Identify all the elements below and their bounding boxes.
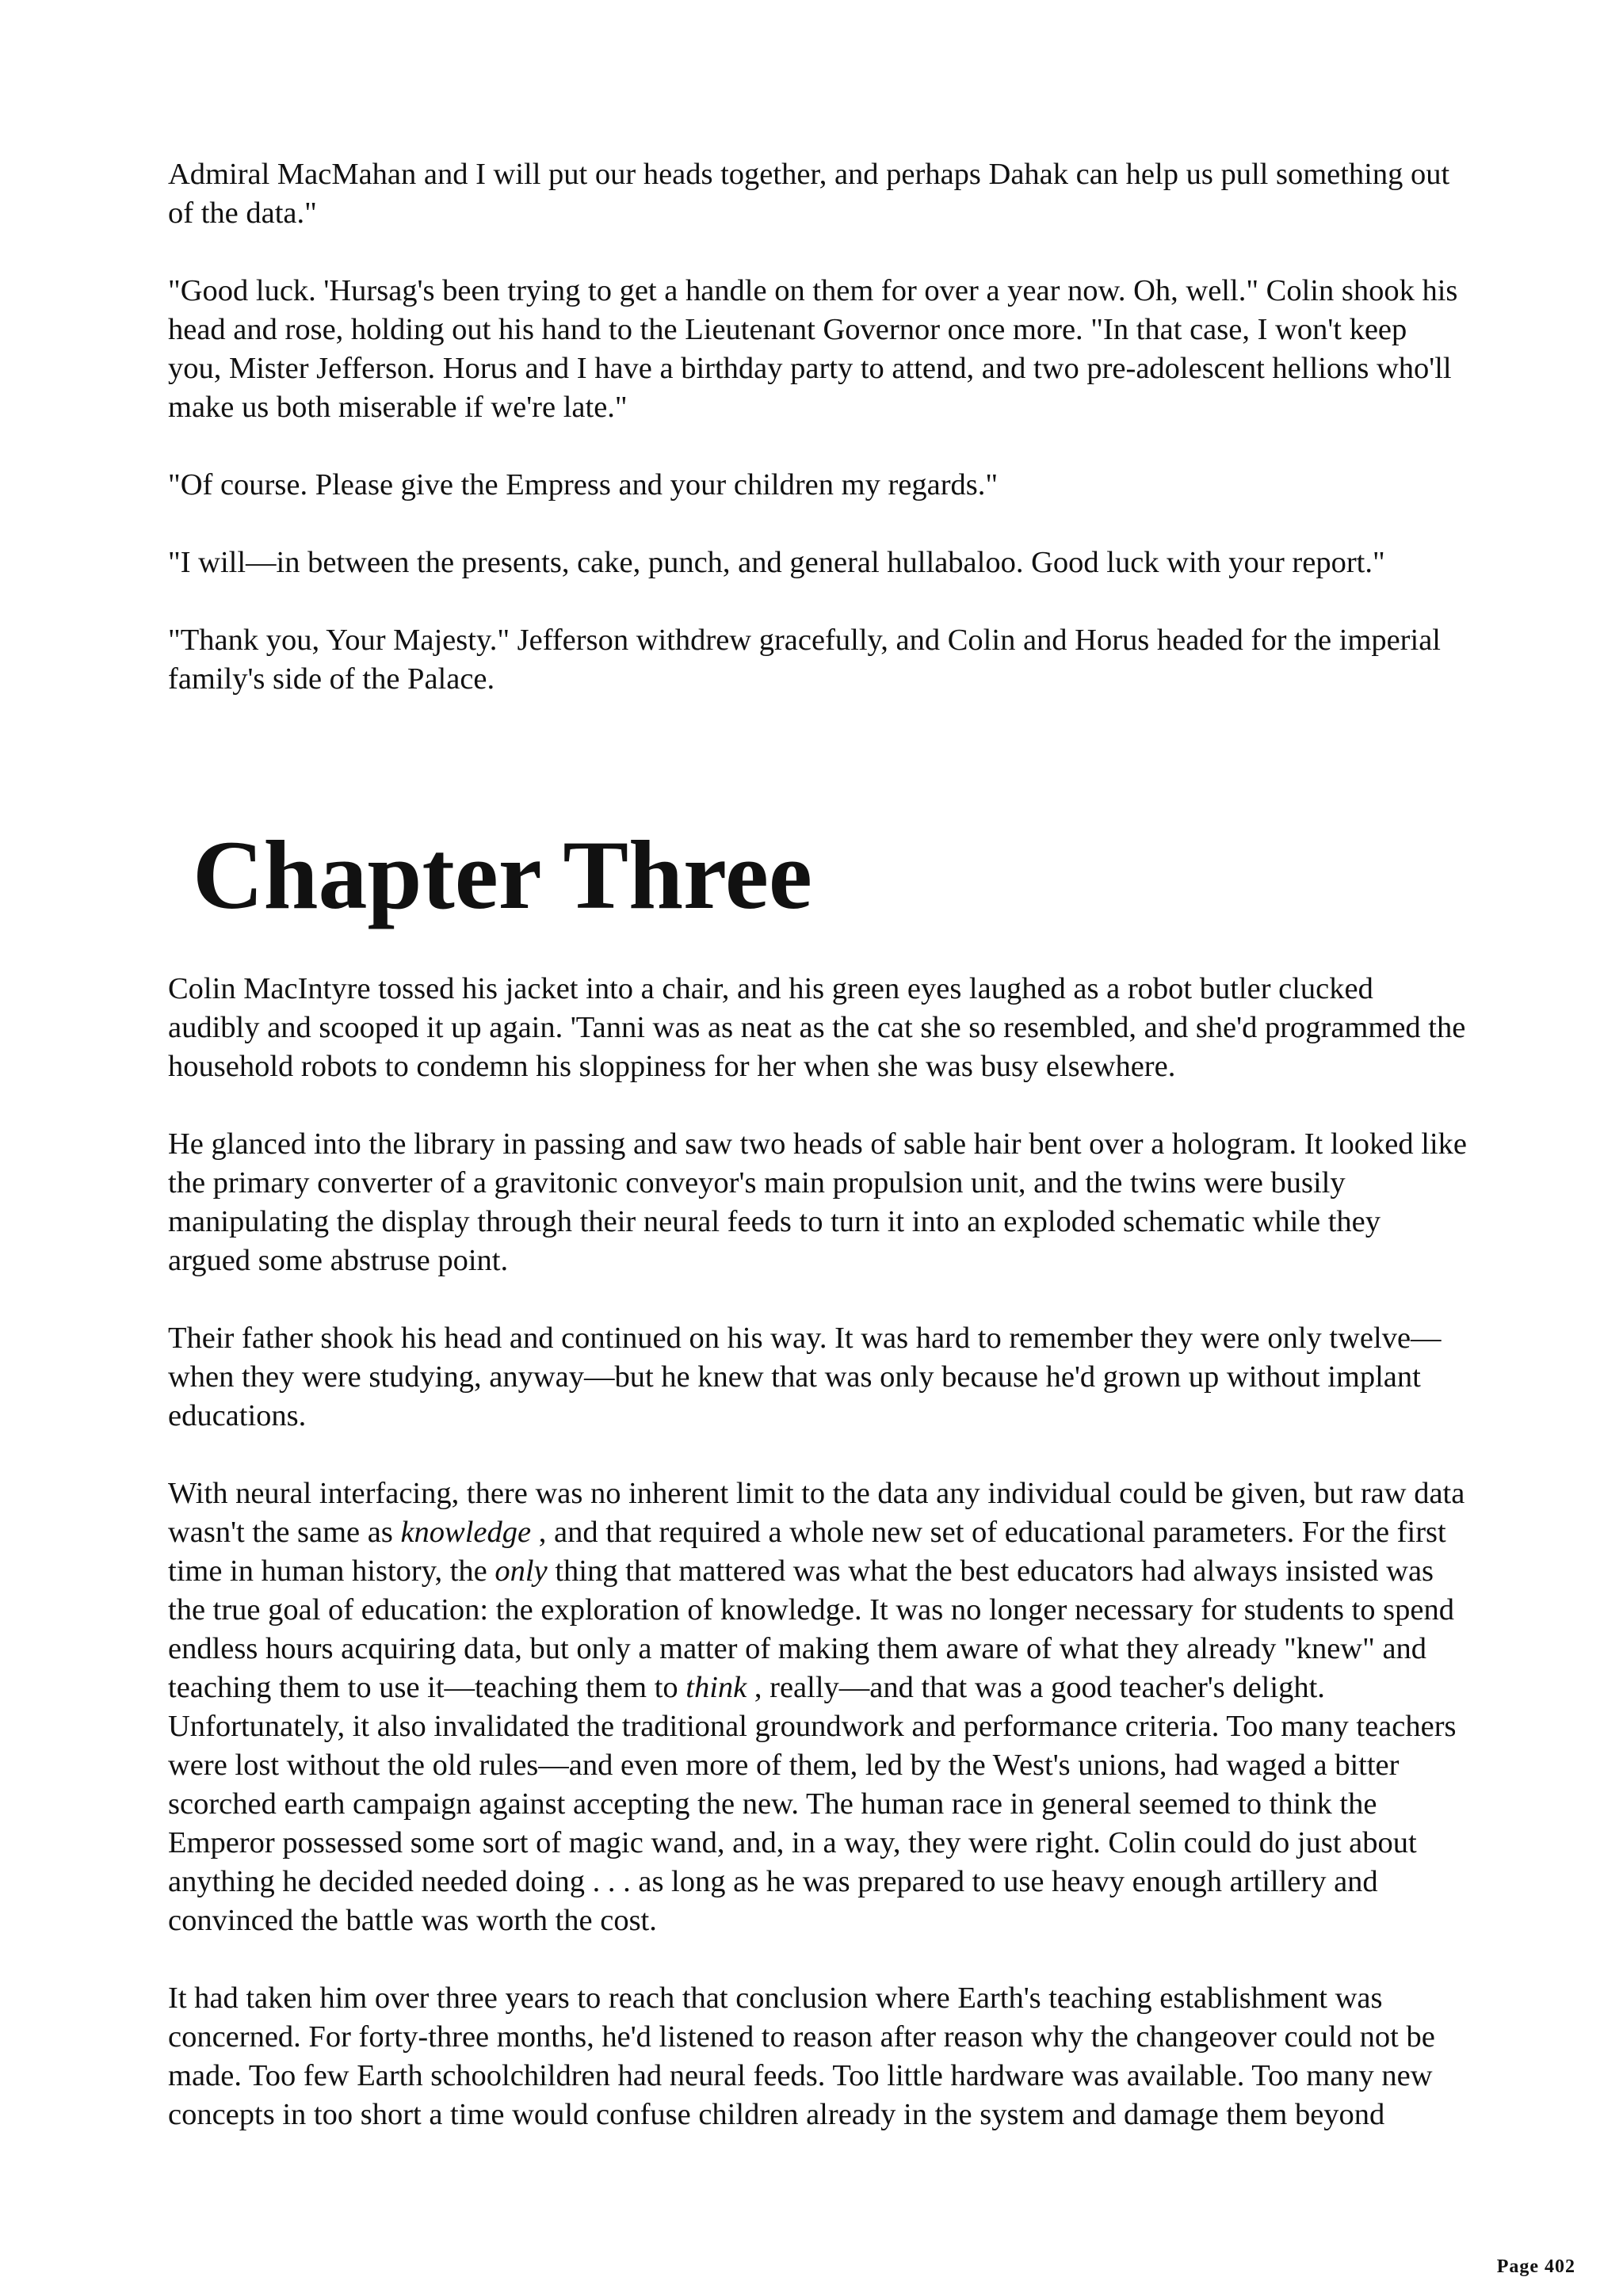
paragraph: "Thank you, Your Majesty." Jefferson withdrew gracefully, and Colin and Horus headed for the imperial family's side of the Palace. [168,624,1441,696]
italic-text: think [685,1671,747,1704]
paragraph: Admiral MacMahan and I will put our heads together, and perhaps Dahak can help us pull something out of the data." [168,158,1450,230]
chapter-text-block [168,970,1468,2173]
text-segment: , and that required a whole new set of educational parameters. For the first time in human history, the [168,1516,1446,1588]
text-segment: thing that mattered was what the best educators had always insisted was the true goal of education: the exploration of knowledge. It was no longer necessary for students to spend endless hours acquiring data, but only a matter of making them aware of what they already "knew" and teaching them to use it—teaching them to [168,1554,1454,1704]
paragraph [168,1474,1468,1940]
chapter-title: Chapter Three [193,821,812,929]
top-text-block [168,155,1468,738]
text-segment: , really—and that was a good teacher's delight. Unfortunately, it also invalidated the traditional groundwork and performance criteria. Too many teachers were lost without the old rules—and even more of them, led by the West's unions, had waged a bitter scorched earth campaign against accepting the new. The human race in general seemed to think the Emperor possessed some sort of magic wand, and, in a way, they were right. Colin could do just about anything he decided needed doing . . . as long as he was prepared to use heavy enough artillery and convinced the battle was worth the cost. [168,1671,1457,1937]
paragraph: "Of course. Please give the Empress and your children my regards." [168,468,999,502]
paragraph: "I will—in between the presents, cake, punch, and general hullabaloo. Good luck with your report." [168,546,1385,579]
paragraph: "Good luck. 'Hursag's been trying to get a handle on them for over a year now. Oh, well." Colin shook his head and rose, holding out his hand to the Lieutenant Governor once more. "In that case, I won't keep you, Mister Jefferson. Horus and I have a birthday party to attend, and two pre-adolescent hellions who'll make us both miserable if we're late." [168,274,1458,424]
paragraph: It had taken him over three years to reach that conclusion where Earth's teaching establishment was concerned. For forty-three months, he'd listened to reason after reason why the changeover could not be made. Too few Earth schoolchildren had neural feeds. Too little hardware was available. Too many new concepts in too short a time would confuse children already in the system and damage them beyond [168,1981,1435,2131]
text-segment: With neural interfacing, there was no inherent limit to the data any individual could be given, but raw data wasn't the same as [168,1477,1465,1549]
paragraph: Their father shook his head and continued on his way. It was hard to remember they were only twelve—when they were studying, anyway—but he knew that was only because he'd grown up without implant educations. [168,1322,1442,1432]
paragraph: He glanced into the library in passing and saw two heads of sable hair bent over a hologram. It looked like the primary converter of a gravitonic conveyor's main propulsion unit, and the twins were busily manipulating the display through their neural feeds to turn it into an exploded schematic while they argued some abstruse point. [168,1127,1467,1277]
italic-text: only [495,1554,548,1588]
paragraph: Colin MacIntyre tossed his jacket into a chair, and his green eyes laughed as a robot butler clucked audibly and scooped it up again. 'Tanni was as neat as the cat she so resembled, and she'd programmed the household robots to condemn his sloppiness for her when she was busy elsewhere. [168,972,1466,1083]
page-number: Page 402 [1496,2256,1575,2277]
italic-text: knowledge [400,1516,532,1549]
